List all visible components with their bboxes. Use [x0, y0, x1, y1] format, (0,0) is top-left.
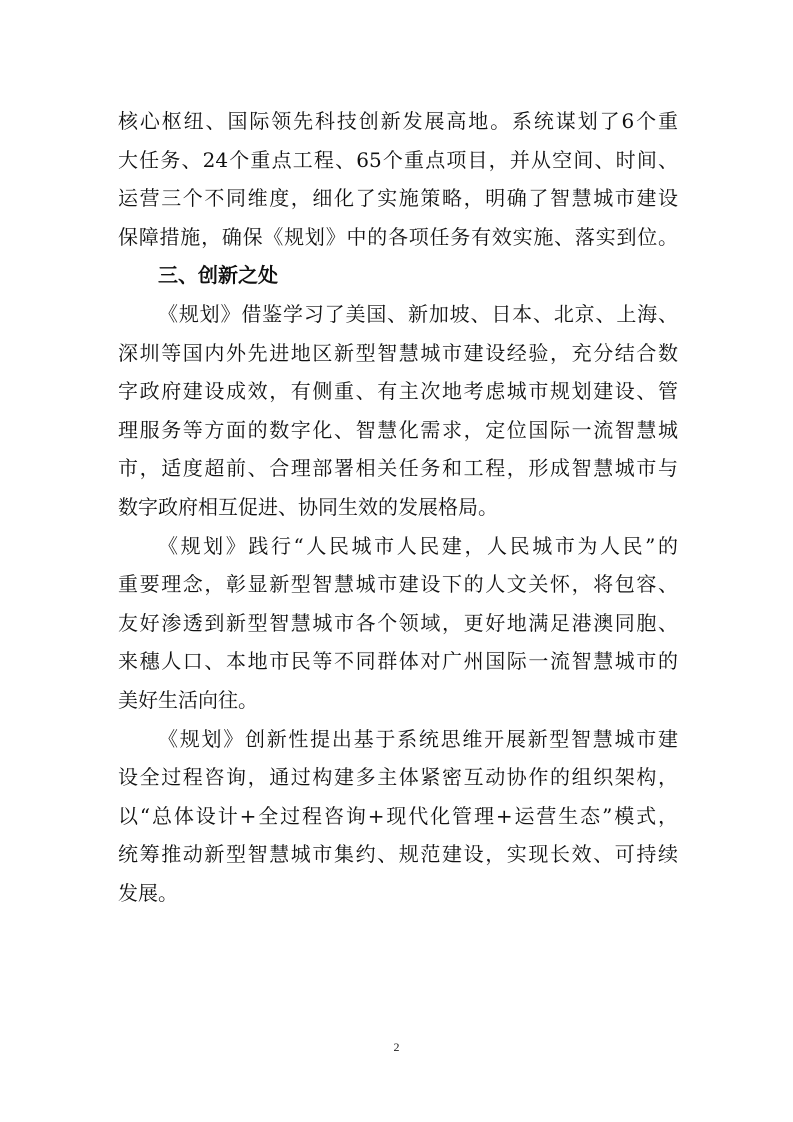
paragraph-innovation-3: [118, 720, 678, 913]
text-line: 《规划》践行“人民城市人民建，人民城市为人民”的: [158, 533, 678, 558]
text-line: 深圳等国内外先进地区新型智慧城市建设经验，充分结合数: [118, 340, 678, 365]
text-line: 市，适度超前、合理部署相关任务和工程，形成智慧城市与: [118, 456, 678, 481]
text-line: 数字政府相互促进、协同生效的发展格局。: [118, 494, 498, 519]
paragraph-innovation-2: [118, 527, 678, 720]
text-line: 《规划》借鉴学习了美国、新加坡、日本、北京、上海、: [158, 301, 678, 326]
text-line: 大任务、24个重点工程、65个重点项目，并从空间、时间、: [118, 147, 678, 172]
text-line: 保障措施，确保《规划》中的各项任务有效实施、落实到位。: [118, 224, 678, 249]
text-line: 重要理念，彰显新型智慧城市建设下的人文关怀，将包容、: [118, 572, 678, 597]
text-line: 字政府建设成效，有侧重、有主次地考虑城市规划建设、管: [118, 379, 678, 404]
text-line: 核心枢纽、国际领先科技创新发展高地。系统谋划了6个重: [118, 109, 678, 133]
document-body: [118, 102, 678, 912]
section-heading: 三、创新之处: [158, 263, 278, 288]
text-line: 统筹推动新型智慧城市集约、规范建设，实现长效、可持续: [118, 842, 678, 867]
text-line: 《规划》创新性提出基于系统思维开展新型智慧城市建: [158, 726, 678, 751]
text-line: 友好渗透到新型智慧城市各个领域，更好地满足港澳同胞、: [118, 610, 678, 635]
continuation-paragraph: [118, 102, 678, 256]
text-line: 运营三个不同维度，细化了实施策略，明确了智慧城市建设: [118, 186, 678, 211]
text-line: 发展。: [118, 880, 178, 905]
text-line: 以“总体设计+全过程咨询+现代化管理+运营生态”模式，: [118, 803, 678, 828]
paragraph-innovation-1: [118, 295, 678, 527]
page-number: 2: [393, 1040, 400, 1054]
text-line: 理服务等方面的数字化、智慧化需求，定位国际一流智慧城: [118, 417, 678, 442]
text-line: 来穗人口、本地市民等不同群体对广州国际一流智慧城市的: [118, 649, 678, 674]
text-line: 设全过程咨询，通过构建多主体紧密互动协作的组织架构，: [118, 765, 678, 790]
text-line: 美好生活向往。: [118, 687, 258, 712]
